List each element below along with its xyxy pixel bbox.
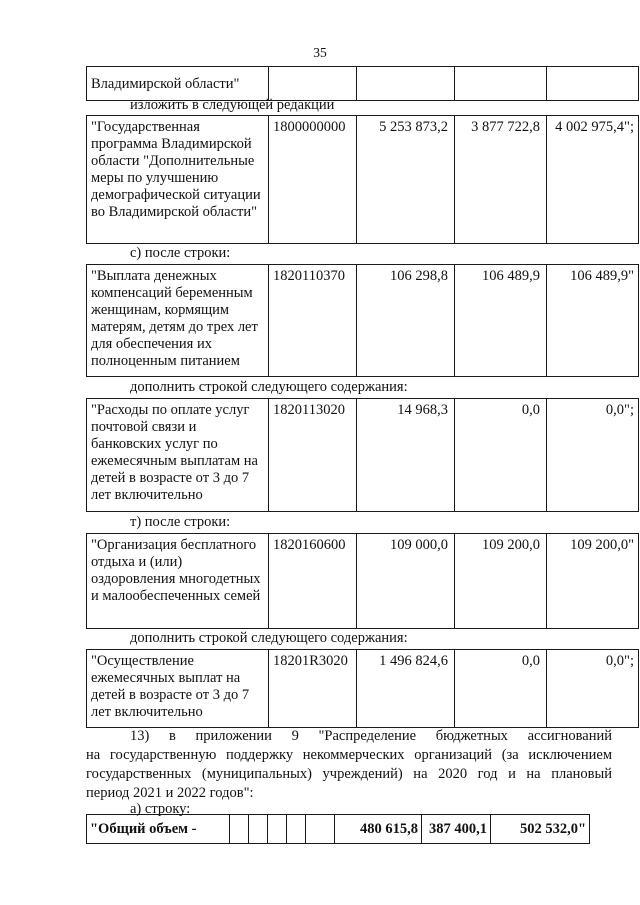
row-value-2022: 4 002 975,4"; xyxy=(547,116,639,244)
row-code xyxy=(269,67,357,101)
paragraph-13-line-1: 13) в приложении 9 "Распределение бюджетных ассигнований xyxy=(130,728,612,744)
budget-table-previous-row xyxy=(86,66,639,101)
instruction-text: дополнить строкой следующего содержания: xyxy=(130,630,408,646)
row-value-2021: 109 200,0 xyxy=(455,534,547,629)
row-value-2020 xyxy=(357,67,455,101)
total-value-2022: 502 532,0" xyxy=(491,815,590,844)
total-value-2021: 387 400,1 xyxy=(422,815,491,844)
row-value-2021: 0,0 xyxy=(455,399,547,512)
instruction-text: с) после строки: xyxy=(130,245,231,261)
budget-table-row-4 xyxy=(86,533,639,629)
instruction-text: т) после строки: xyxy=(130,514,231,530)
row-value-2022 xyxy=(547,67,639,101)
instruction-text: дополнить строкой следующего содержания: xyxy=(130,379,408,395)
row-code: 1800000000 xyxy=(269,116,357,244)
row-code: 1820110370 xyxy=(269,265,357,377)
row-value-2021 xyxy=(455,67,547,101)
row-name: "Государственная программа Владимирской области "Дополнительные меры по улучшению демографической ситуации во Владимирской области" xyxy=(87,116,269,244)
empty-cell xyxy=(287,815,306,844)
budget-table-total-row xyxy=(86,814,590,844)
paragraph-13-line-4: период 2021 и 2022 годов": xyxy=(86,785,254,801)
empty-cell xyxy=(306,815,335,844)
row-name: "Организация бесплатного отдыха и (или) оздоровления многодетных и малообеспеченных семей xyxy=(87,534,269,629)
table-row xyxy=(87,116,639,244)
empty-cell xyxy=(268,815,287,844)
budget-table-row-2 xyxy=(86,264,639,377)
budget-table-row-5 xyxy=(86,649,639,728)
row-value-2022: 0,0"; xyxy=(547,650,639,728)
empty-cell xyxy=(230,815,249,844)
paragraph-13-line-2: на государственную поддержку некоммерческих организаций (за исключением xyxy=(86,747,612,763)
budget-table-row-3 xyxy=(86,398,639,512)
row-value-2022: 109 200,0" xyxy=(547,534,639,629)
row-value-2021: 106 489,9 xyxy=(455,265,547,377)
table-row xyxy=(87,67,639,101)
row-value-2020: 1 496 824,6 xyxy=(357,650,455,728)
row-code: 18201R3020 xyxy=(269,650,357,728)
row-value-2020: 106 298,8 xyxy=(357,265,455,377)
table-row xyxy=(87,815,590,844)
row-value-2022: 0,0"; xyxy=(547,399,639,512)
table-row xyxy=(87,265,639,377)
row-value-2020: 14 968,3 xyxy=(357,399,455,512)
table-row xyxy=(87,399,639,512)
row-value-2021: 3 877 722,8 xyxy=(455,116,547,244)
row-value-2021: 0,0 xyxy=(455,650,547,728)
row-value-2022: 106 489,9" xyxy=(547,265,639,377)
table-row xyxy=(87,650,639,728)
row-name: "Выплата денежных компенсаций беременным женщинам, кормящим матерям, детям до трех лет для обеспечения их полноценным питанием xyxy=(87,265,269,377)
row-name: "Осуществление ежемесячных выплат на детей в возрасте от 3 до 7 лет включительно xyxy=(87,650,269,728)
row-value-2020: 109 000,0 xyxy=(357,534,455,629)
instruction-text: а) строку: xyxy=(130,801,191,817)
total-row-name: "Общий объем - xyxy=(87,815,230,844)
row-name: Владимирской области" xyxy=(87,67,269,101)
instruction-text: изложить в следующей редакции xyxy=(130,97,335,113)
budget-table-row-1 xyxy=(86,115,639,244)
row-code: 1820113020 xyxy=(269,399,357,512)
row-code: 1820160600 xyxy=(269,534,357,629)
row-value-2020: 5 253 873,2 xyxy=(357,116,455,244)
paragraph-13-line-3: государственных (муниципальных) учреждений) на 2020 год и на плановый xyxy=(86,766,612,782)
row-name: "Расходы по оплате услуг почтовой связи и банковских услуг по ежемесячным выплатам на детей в возрасте от 3 до 7 лет включительно xyxy=(87,399,269,512)
empty-cell xyxy=(249,815,268,844)
table-row xyxy=(87,534,639,629)
page-number: 35 xyxy=(313,45,327,60)
total-value-2020: 480 615,8 xyxy=(335,815,422,844)
